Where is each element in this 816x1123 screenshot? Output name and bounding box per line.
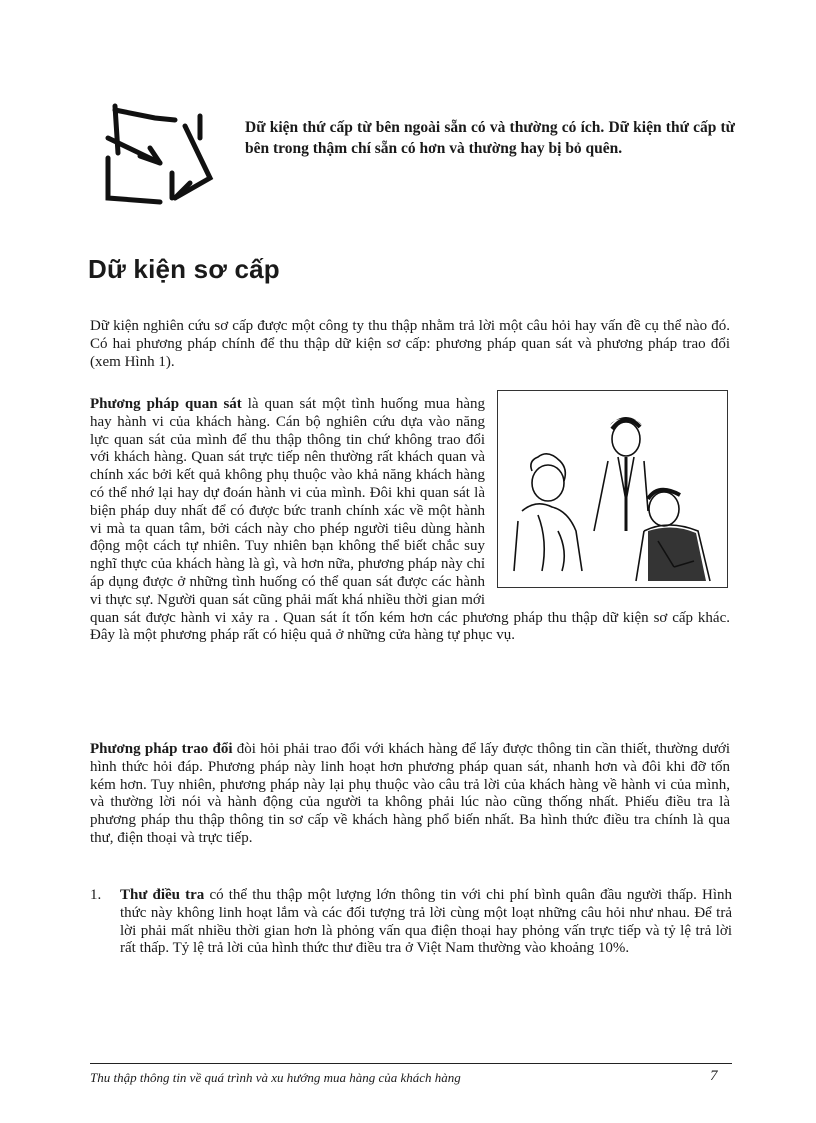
footer-divider bbox=[90, 1063, 732, 1064]
observation-text: là quan sát một tình huống mua hàng hay hành vi của khách hàng. Cán bộ nghiên cứu dựa vào năng lực quan sát của mình để thu thập thông tin chứ không trao đổi với khách hàng. Quan sát trực tiếp nên thường rất khách quan và chính xác bởi kết quả không phụ thuộc vào khả năng khách hàng có thể nhớ lại hay dự đoán hành vi của mình. Đôi khi quan sát là biện pháp duy nhất để có được bức tranh chính xác về một hành vi mà ta quan tâm, bởi cách này cho phép người tiêu dùng hành động một cách tự nhiên. Tuy nhiên bạn không thể biết chắc suy nghĩ thực của khách hàng là gì, và hơn nữa, phương pháp này chỉ áp dụng được ở những tình huống có thể quan sát được các hành vi thực sự. Người quan sát cũng phải mất khá nhiều thời gian mới quan sát được hành vi xảy ra . Quan sát ít tốn kém hơn các phương pháp thu thập dữ kiện sơ cấp khác. Đây là một phương pháp rất có hiệu quả ở những cửa hàng tự phục vụ. bbox=[90, 396, 730, 644]
intro-paragraph: Dữ kiện nghiên cứu sơ cấp được một công ty thu thập nhằm trả lời một câu hỏi hay vấn đề cụ thể nào đó. Có hai phương pháp chính để thu thập dữ kiện sơ cấp: phương pháp quan sát và phương pháp trao đổi (xem Hình 1). bbox=[90, 318, 730, 370]
section-heading: Dữ kiện sơ cấp bbox=[88, 254, 280, 284]
arrows-icon bbox=[100, 98, 220, 208]
exchange-text: đòi hỏi phải trao đổi với khách hàng để lấy được thông tin cần thiết, thường dưới hình thức hỏi đáp. Phương pháp này linh hoạt hơn phương pháp quan sát, nhanh hơn và đôi khi đỡ tốn kém hơn. Tuy nhiên, phương pháp này lại phụ thuộc vào câu trả lời của khách hàng về hành vi của mình, và thường lời nói và hành động của người ta không phải lúc nào cũng thống nhất. Phiếu điều tra là phương pháp thu thập thông tin sơ cấp về khách hàng phổ biến nhất. Ba hình thức điều tra chính là qua thư, điện thoại và trực tiếp. bbox=[90, 741, 730, 846]
exchange-paragraph bbox=[90, 741, 730, 848]
observation-paragraph bbox=[90, 396, 730, 645]
observation-term: Phương pháp quan sát bbox=[90, 396, 242, 412]
figure bbox=[497, 390, 730, 598]
customers-illustration bbox=[497, 390, 728, 588]
footer-title: Thu thập thông tin về quá trình và xu hướng mua hàng của khách hàng bbox=[90, 1070, 461, 1085]
callout-text: Dữ kiện thứ cấp từ bên ngoài sẵn có và thường có ích. Dữ kiện thứ cấp từ bên trong thậm chí sẵn có hơn và thường hay bị bỏ quên. bbox=[245, 119, 735, 157]
list-item bbox=[90, 887, 732, 958]
exchange-term: Phương pháp trao đổi bbox=[90, 741, 233, 757]
list-item-text: có thể thu thập một lượng lớn thông tin với chi phí bình quân đầu người thấp. Hình thức này không linh hoạt lắm và các đối tượng trả lời cùng một loạt những câu hỏi như nhau. Để trả lời phải mất nhiều thời gian hơn là phỏng vấn qua điện thoại hay phỏng vấn trực tiếp và tỷ lệ trả lời rất thấp. Tỷ lệ trả lời của hình thức thư điều tra ở Việt Nam thường vào khoảng 10%. bbox=[120, 887, 732, 957]
page-number: 7 bbox=[710, 1068, 718, 1084]
list-item-number: 1. bbox=[90, 887, 102, 903]
list-item-term: Thư điều tra bbox=[120, 887, 205, 903]
